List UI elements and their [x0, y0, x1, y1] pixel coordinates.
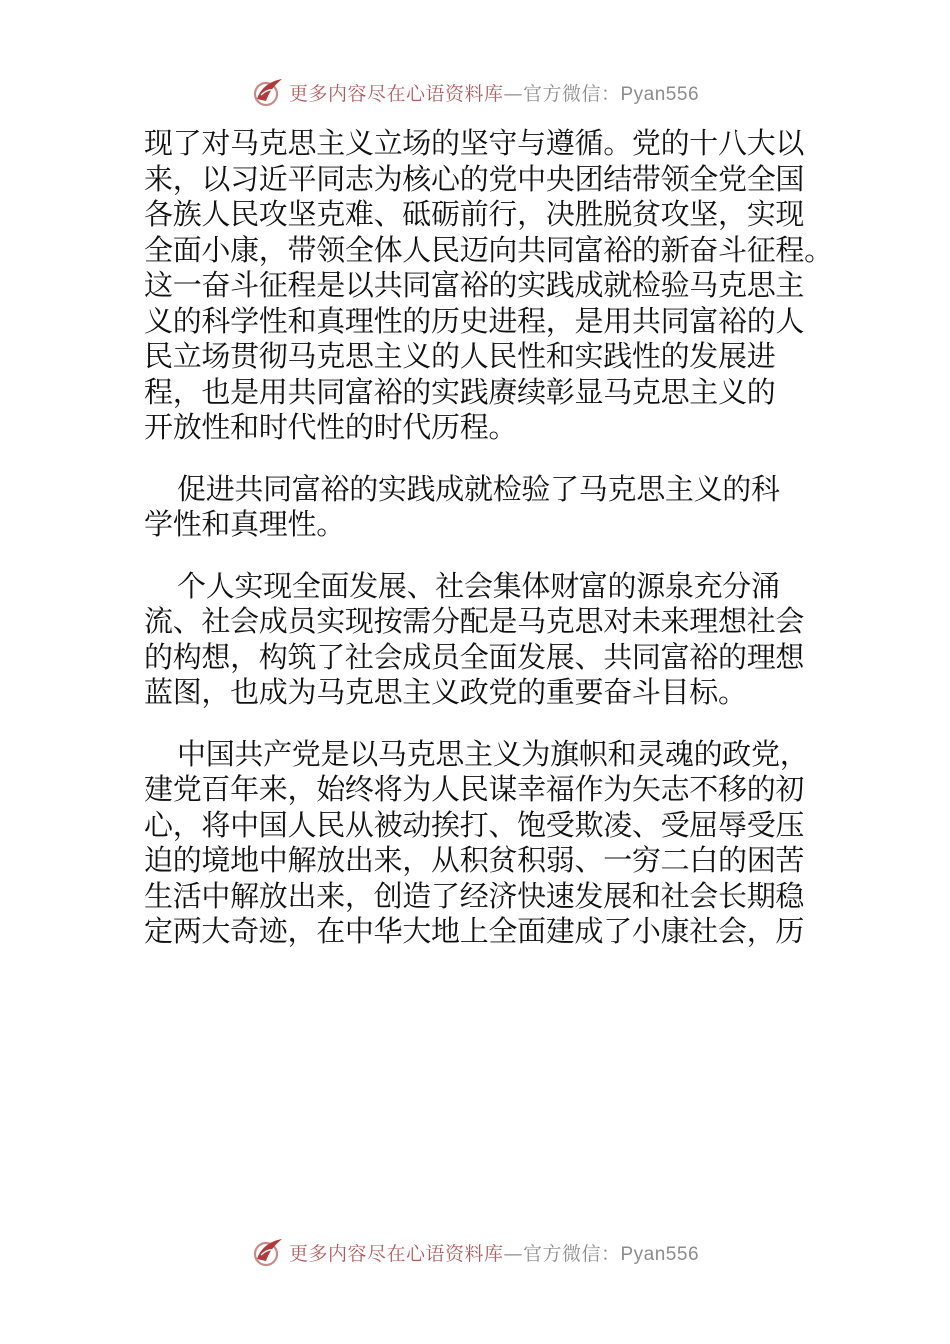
text-line: 个人实现全面发展、社会集体财富的源泉充分涌 — [177, 568, 780, 603]
text-line: 的构想，构筑了社会成员全面发展、共同富裕的理想 — [144, 639, 805, 674]
text-line: 现了对马克思主义立场的坚守与遵循。党的十八大以 — [144, 126, 805, 160]
text-line: 定两大奇迹，在中华大地上全面建成了小康社会，历 — [144, 914, 805, 948]
text-line: 迫的境地中解放出来，从积贫积弱、一穷二白的困苦 — [144, 843, 805, 877]
text-line: 促进共同富裕的实践成就检验了马克思主义的科 — [177, 471, 780, 506]
header-watermark — [0, 72, 950, 112]
paragraph-2 — [144, 472, 808, 543]
paragraph-1 — [144, 126, 833, 446]
swirl-logo-icon — [251, 75, 285, 109]
watermark-dash: — — [503, 1242, 523, 1265]
text-line: 义的科学性和真理性的历史进程，是用共同富裕的人 — [144, 303, 805, 338]
text-line: 来，以习近平同志为核心的党中央团结带领全党全国 — [144, 161, 805, 196]
text-line: 中国共产党是以马克思主义为旗帜和灵魂的政党， — [177, 736, 809, 771]
text-line: 蓝图，也成为马克思主义政党的重要奋斗目标。 — [144, 675, 747, 709]
watermark-dash: — — [503, 82, 523, 105]
text-line: 心，将中国人民从被动挨打、饱受欺凌、受屈辱受压 — [144, 807, 805, 842]
paragraph-3 — [144, 569, 808, 711]
text-line: 程，也是用共同富裕的实践赓续彰显马克思主义的 — [144, 374, 776, 409]
document-body — [144, 126, 833, 976]
watermark-site-name: 更多内容尽在心语资料库 — [288, 82, 504, 105]
watermark-site-name: 更多内容尽在心语资料库 — [288, 1242, 504, 1265]
text-line: 流、社会成员实现按需分配是马克思对未来理想社会 — [144, 604, 805, 638]
text-line: 民立场贯彻马克思主义的人民性和实践性的发展进 — [144, 339, 776, 373]
text-line: 全面小康，带领全体人民迈向共同富裕的新奋斗征程。 — [144, 232, 833, 267]
paragraph-4 — [144, 737, 808, 950]
swirl-logo-icon — [251, 1235, 285, 1269]
watermark-wechat-account: Pyan556 — [620, 83, 700, 105]
text-line: 建党百年来，始终将为人民谋幸福作为矢志不移的初 — [144, 772, 805, 806]
watermark-wechat-label: 官方微信： — [522, 1242, 621, 1265]
text-line: 开放性和时代性的时代历程。 — [144, 410, 518, 444]
text-line: 生活中解放出来，创造了经济快速发展和社会长期稳 — [144, 878, 805, 913]
watermark-wechat-label: 官方微信： — [522, 82, 621, 105]
watermark-wechat-account: Pyan556 — [620, 1243, 700, 1265]
footer-watermark — [0, 1232, 950, 1272]
text-line: 这一奋斗征程是以共同富裕的实践成就检验马克思主 — [144, 268, 805, 302]
text-line: 学性和真理性。 — [144, 507, 345, 541]
text-line: 各族人民攻坚克难、砥砺前行，决胜脱贫攻坚，实现 — [144, 197, 805, 231]
